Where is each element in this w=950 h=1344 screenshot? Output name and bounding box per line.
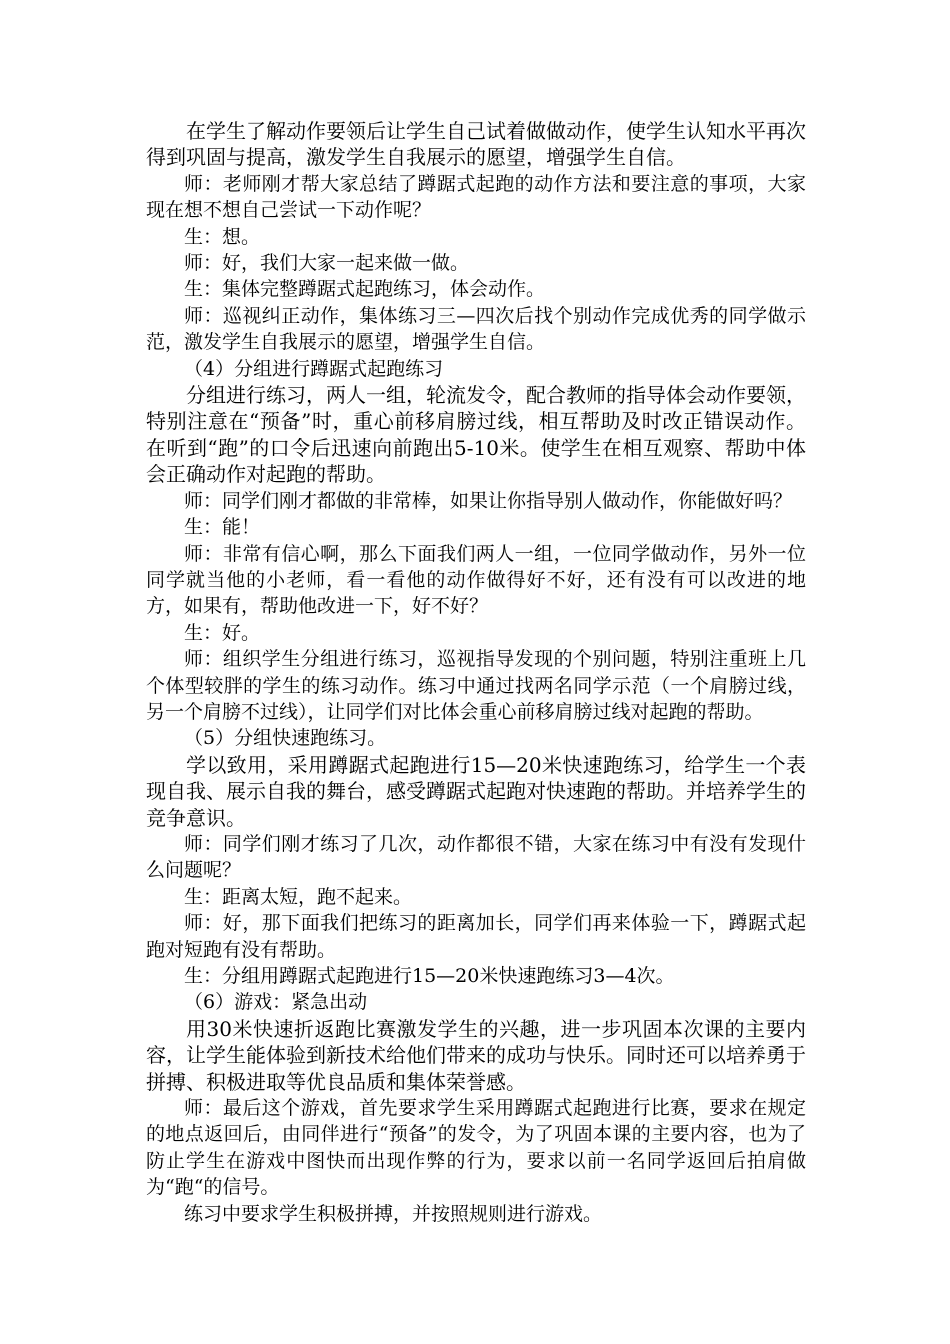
- paragraph: 生：想。: [184, 225, 261, 248]
- section-heading: （5）分组快速跑练习。: [184, 727, 387, 750]
- paragraph: 生：距离太短，跑不起来。: [184, 885, 413, 908]
- paragraph: 师：巡视纠正动作，集体练习三—四次后找个别动作完成优秀的同学做示范，激发学生自我展示的愿望，增强学生自信。: [146, 304, 806, 354]
- paragraph: 生：集体完整蹲踞式起跑练习，体会动作。: [184, 278, 546, 301]
- paragraph: 师：同学们刚才都做的非常棒，如果让你指导别人做动作，你能做好吗？: [184, 489, 793, 512]
- paragraph: 师：同学们刚才练习了几次，动作都很不错，大家在练习中有没有发现什么问题呢？: [146, 832, 806, 882]
- paragraph: 师：最后这个游戏，首先要求学生采用蹲踞式起跑进行比赛，要求在规定的地点返回后，由同伴进行“预备”的发令，为了巩固本课的主要内容，也为了防止学生在游戏中图快而出现作弊的行为，要求以前一名同学返回后拍肩做为“跑“的信号。: [146, 1097, 806, 1199]
- paragraph: 生：分组用蹲踞式起跑进行15—20米快速跑练习3—4次。: [184, 965, 675, 987]
- document-body: [146, 118, 806, 1227]
- paragraph: 师：好，那下面我们把练习的距离加长，同学们再来体验一下，蹲踞式起跑对短跑有没有帮助。: [146, 912, 806, 961]
- paragraph: 师：老师刚才帮大家总结了蹲踞式起跑的动作方法和要注意的事项，大家现在想不想自己尝试一下动作呢？: [146, 172, 806, 222]
- section-heading: （6）游戏：紧急出动: [184, 991, 368, 1014]
- paragraph: 学以致用，采用蹲踞式起跑进行15—20米快速跑练习，给学生一个表现自我、展示自我的舞台，感受蹲踞式起跑对快速跑的帮助。并培养学生的竞争意识。: [146, 752, 806, 830]
- paragraph: 分组进行练习，两人一组，轮流发令，配合教师的指导体会动作要领，特别注意在“预备”时，重心前移肩膀过线，相互帮助及时改正错误动作。在听到“跑”的口令后迅速向前跑出5-10米。使学生在相互观察、帮助中体会正确动作对起跑的帮助。: [146, 383, 806, 487]
- paragraph: 师：好，我们大家一起来做一做。: [184, 252, 470, 275]
- section-heading: （4）分组进行蹲踞式起跑练习: [184, 357, 444, 380]
- paragraph: 师：非常有信心啊，那么下面我们两人一组，一位同学做动作，另外一位同学就当他的小老师，看一看他的动作做得好不好，还有没有可以改进的地方，如果有，帮助他改进一下，好不好？: [146, 542, 806, 618]
- paragraph: 用30米快速折返跑比赛激发学生的兴趣，进一步巩固本次课的主要内容，让学生能体验到新技术给他们带来的成功与快乐。同时还可以培养勇于拼搏、积极进取等优良品质和集体荣誉感。: [146, 1016, 806, 1094]
- paragraph: 生：好。: [184, 621, 261, 644]
- paragraph: 师：组织学生分组进行练习，巡视指导发现的个别问题，特别注重班上几个体型较胖的学生的练习动作。练习中通过找两名同学示范（一个肩膀过线，另一个肩膀不过线），让同学们对比体会重心前移肩膀过线对起跑的帮助。: [146, 648, 806, 723]
- paragraph: 生：能！: [184, 516, 261, 539]
- paragraph: 在学生了解动作要领后让学生自己试着做做动作，使学生认知水平再次得到巩固与提高，激发学生自我展示的愿望，增强学生自信。: [146, 119, 806, 170]
- paragraph: 练习中要求学生积极拼搏，并按照规则进行游戏。: [184, 1202, 603, 1225]
